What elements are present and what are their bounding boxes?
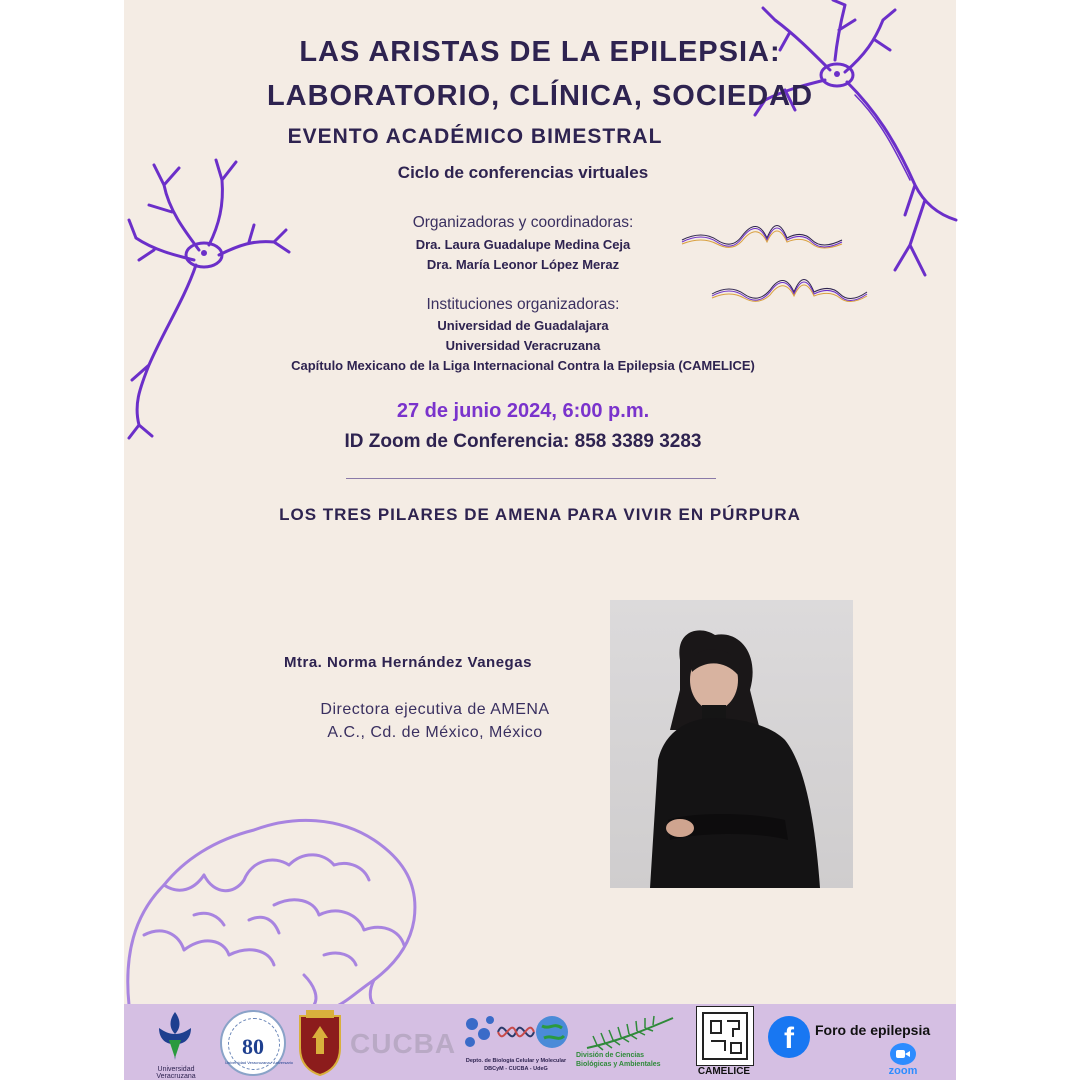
dbcym-caption: DBCyM - CUCBA - UdeG: [484, 1066, 548, 1072]
institution-name: Universidad de Guadalajara: [437, 318, 609, 333]
divider: [346, 478, 716, 479]
speaker-name: Mtra. Norma Hernández Vanegas: [284, 654, 532, 671]
neuron-illustration-left: [124, 150, 294, 440]
brain-illustration: [124, 805, 434, 1005]
zoom-label: zoom: [888, 1065, 918, 1077]
facebook-icon[interactable]: f: [768, 1016, 810, 1058]
zoom-icon[interactable]: [890, 1043, 916, 1065]
organizer-name: Dra. María Leonor López Meraz: [426, 257, 620, 272]
institution-name: Capítulo Mexicano de la Liga Internacional Contra la Epilepsia (CAMELICE): [291, 358, 755, 373]
organizers-label: Organizadoras y coordinadoras:: [412, 214, 634, 231]
dbcym-molecule-icon: [462, 1012, 570, 1054]
conference-cycle: Ciclo de conferencias virtuales: [397, 163, 649, 182]
institution-name: Universidad Veracruzana: [445, 338, 601, 353]
event-date: 27 de junio 2024, 6:00 p.m.: [396, 400, 650, 422]
dcba-caption: Biológicas y Ambientales: [576, 1061, 661, 1068]
organizer-name: Dra. Laura Guadalupe Medina Ceja: [415, 237, 631, 252]
cucba-logo: CUCBA: [350, 1028, 457, 1059]
dcba-caption: División de Ciencias: [576, 1052, 645, 1059]
zoom-meeting-id: ID Zoom de Conferencia: 858 3389 3283: [344, 431, 702, 452]
talk-title: LOS TRES PILARES DE AMENA PARA VIVIR EN PÚRPURA: [279, 505, 801, 524]
uv-caption: Universidad Veracruzana: [156, 1066, 196, 1080]
camelice-logo: [696, 1006, 754, 1066]
uv80-ring-text: Universidad Veracruzana · Aniversario: [225, 1060, 294, 1065]
universidad-veracruzana-logo: [155, 1010, 195, 1065]
event-title-line1: LAS ARISTAS DE LA EPILEPSIA:: [299, 36, 781, 68]
dbcym-caption: Depto. de Biología Celular y Molecular: [465, 1058, 567, 1064]
camelice-glyph-icon: [697, 1007, 753, 1065]
institutions-label: Instituciones organizadoras:: [426, 296, 620, 313]
event-title-line2: LABORATORIO, CLÍNICA, SOCIEDAD: [266, 80, 814, 112]
facebook-group-label[interactable]: Foro de epilepsia: [815, 1022, 931, 1038]
uv80-number: 80: [242, 1034, 264, 1059]
event-subtitle: EVENTO ACADÉMICO BIMESTRAL: [287, 125, 663, 148]
speaker-role: Directora ejecutiva de AMENA: [320, 701, 550, 718]
camelice-caption: CAMELICE: [697, 1066, 751, 1077]
udeg-shield-logo: [296, 1008, 344, 1076]
speaker-affiliation: A.C., Cd. de México, México: [327, 724, 543, 741]
fern-leaf-icon: [585, 1012, 675, 1052]
uv-80-anniversary-logo: [220, 1010, 294, 1076]
speaker-photo: [610, 600, 853, 888]
